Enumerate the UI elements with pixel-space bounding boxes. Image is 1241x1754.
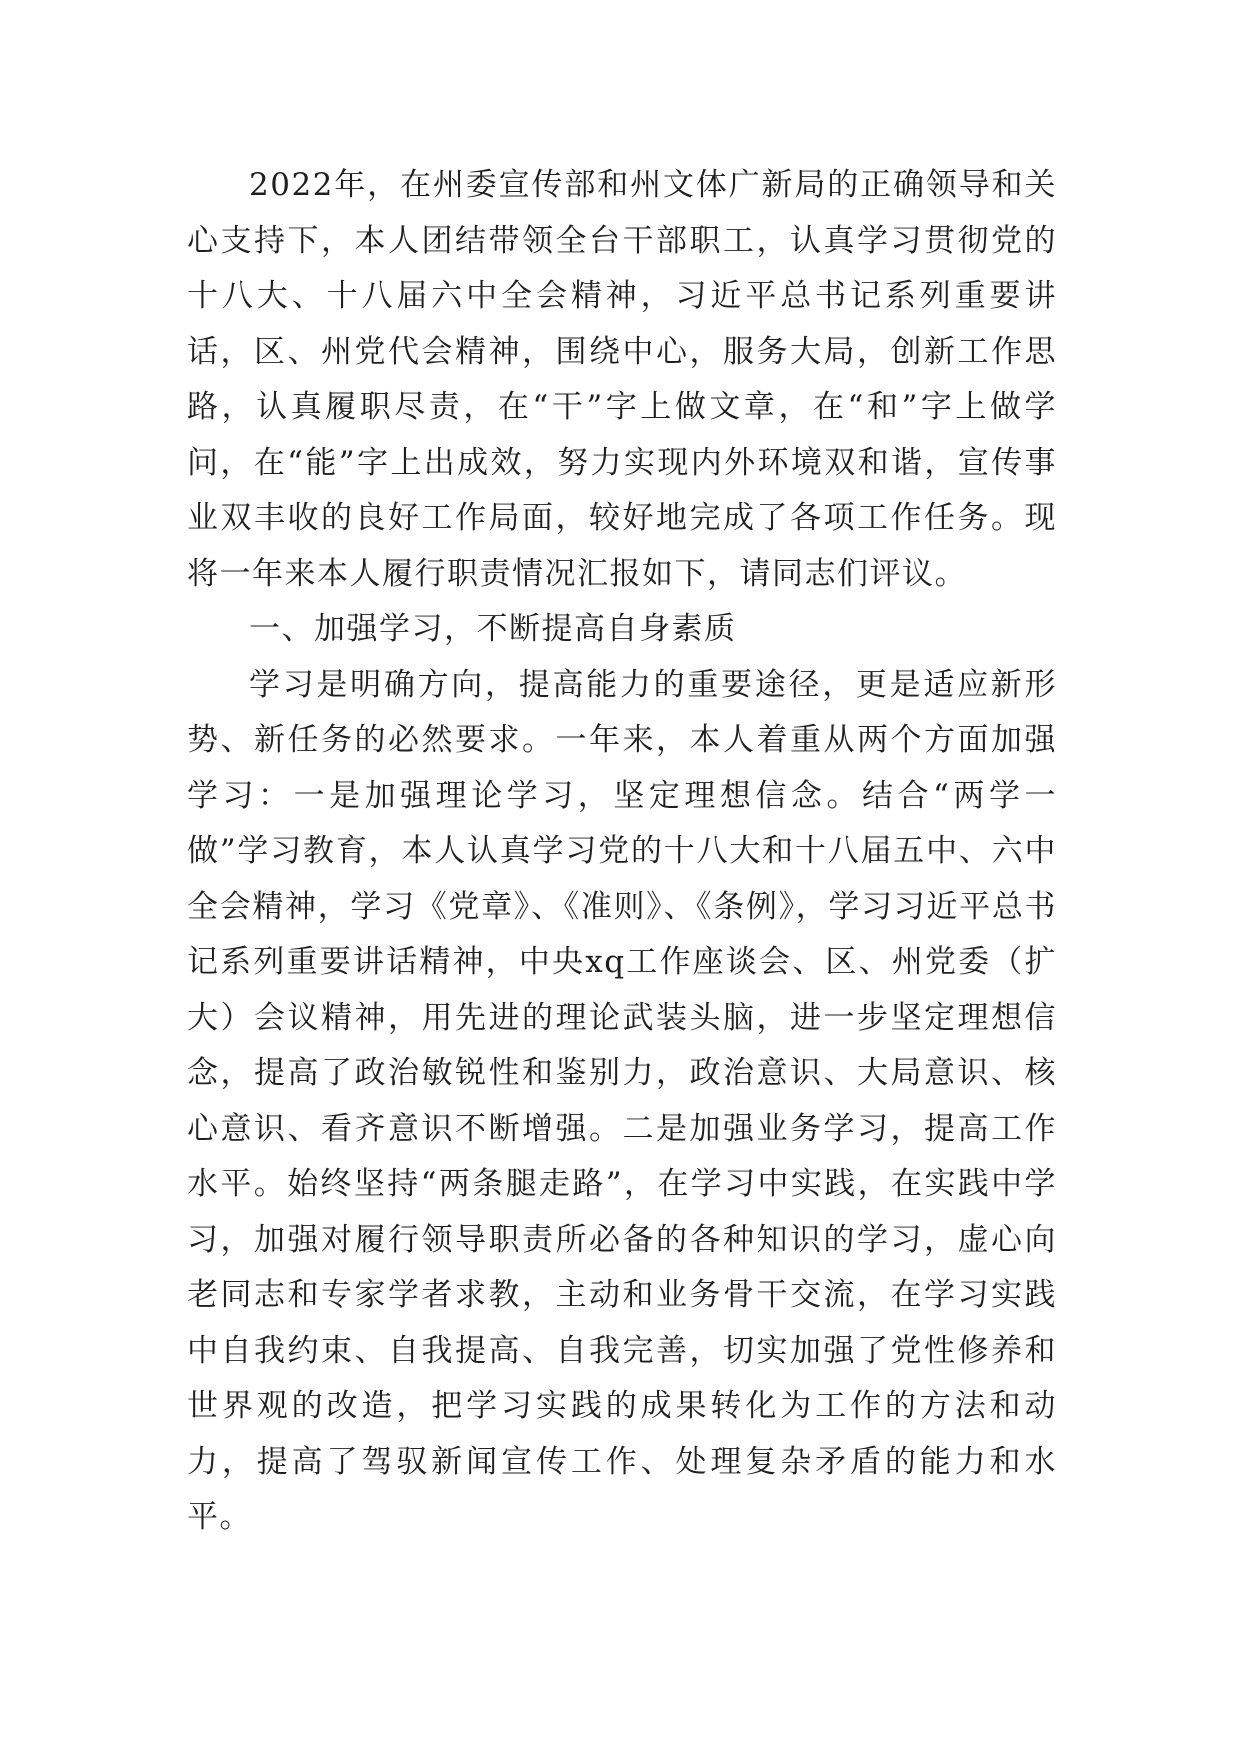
document-body xyxy=(187,158,1057,1546)
body-paragraph: 学习是明确方向，提高能力的重要途径，更是适应新形势、新任务的必然要求。一年来，本人着重从两个方面加强学习：一是加强理论学习，坚定理想信念。结合“两学一做”学习教育，本人认真学习党的十八大和十八届五中、六中全会精神，学习《党章》、《准则》、《条例》，学习习近平总书记系列重要讲话精神，中央xq工作座谈会、区、州党委（扩大）会议精神，用先进的理论武装头脑，进一步坚定理想信念，提高了政治敏锐性和鉴别力，政治意识、大局意识、核心意识、看齐意识不断增强。二是加强业务学习，提高工作水平。始终坚持“两条腿走路”，在学习中实践，在实践中学习，加强对履行领导职责所必备的各种知识的学习，虚心向老同志和专家学者求教，主动和业务骨干交流，在学习实践中自我约束、自我提高、自我完善，切实加强了党性修养和世界观的改造，把学习实践的成果转化为工作的方法和动力，提高了驾驭新闻宣传工作、处理复杂矛盾的能力和水平。 xyxy=(187,666,1057,1535)
intro-paragraph: 2022年，在州委宣传部和州文体广新局的正确领导和关心支持下，本人团结带领全台干部职工，认真学习贯彻党的十八大、十八届六中全会精神，习近平总书记系列重要讲话，区、州党代会精神，围绕中心，服务大局，创新工作思路，认真履职尽责，在“干”字上做文章，在“和”字上做学问，在“能”字上出成效，努力实现内外环境双和谐，宣传事业双丰收的良好工作局面，较好地完成了各项工作任务。现将一年来本人履行职责情况汇报如下，请同志们评议。 xyxy=(187,167,1057,592)
section-heading: 一、加强学习，不断提高自身素质 xyxy=(249,611,737,647)
